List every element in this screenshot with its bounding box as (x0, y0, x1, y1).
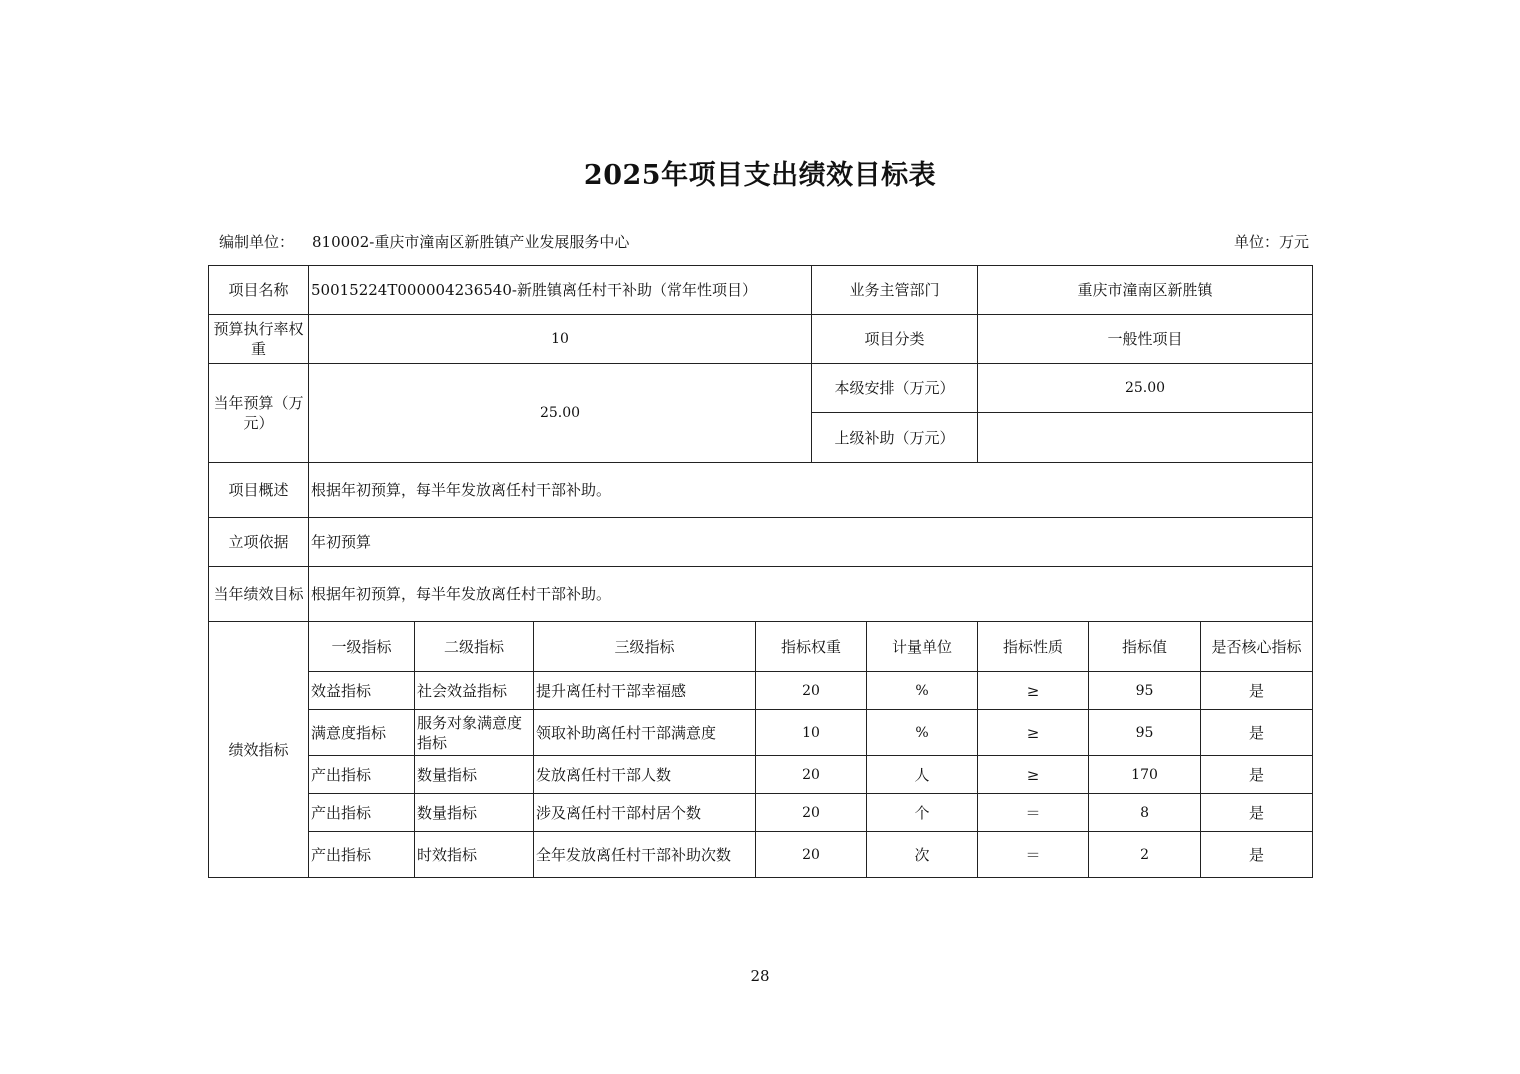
indicator-level3: 发放离任村干部人数 (534, 756, 756, 794)
row-budget-weight (209, 315, 1313, 364)
indicator-nature: ≥ (978, 756, 1089, 794)
project-name-label: 项目名称 (209, 266, 309, 315)
indicator-level3: 全年发放离任村干部补助次数 (534, 832, 756, 878)
table-row (209, 794, 1313, 832)
overview-value: 根据年初预算，每半年发放离任村干部补助。 (309, 463, 1313, 518)
col-header-nature: 指标性质 (978, 622, 1089, 672)
indicator-unit: % (867, 672, 978, 710)
indicator-level1: 产出指标 (309, 794, 415, 832)
col-header-unit: 计量单位 (867, 622, 978, 672)
indicator-unit: % (867, 710, 978, 756)
indicator-weight: 20 (756, 672, 867, 710)
col-header-weight: 指标权重 (756, 622, 867, 672)
unit-label: 单位：万元 (1233, 233, 1309, 251)
col-header-value: 指标值 (1089, 622, 1201, 672)
indicator-unit: 人 (867, 756, 978, 794)
goal-value: 根据年初预算，每半年发放离任村干部补助。 (309, 567, 1313, 622)
row-overview (209, 463, 1313, 518)
goal-label: 当年绩效目标 (209, 567, 309, 622)
indicator-core: 是 (1201, 794, 1313, 832)
col-header-core: 是否核心指标 (1201, 622, 1313, 672)
indicator-value: 170 (1089, 756, 1201, 794)
performance-table (208, 265, 1313, 878)
indicator-level2: 社会效益指标 (415, 672, 534, 710)
indicator-level2: 服务对象满意度指标 (415, 710, 534, 756)
col-header-level2: 二级指标 (415, 622, 534, 672)
perf-label: 绩效指标 (209, 622, 309, 878)
category-label: 项目分类 (812, 315, 978, 364)
indicator-level1: 效益指标 (309, 672, 415, 710)
table-row (209, 672, 1313, 710)
dept-value: 重庆市潼南区新胜镇 (978, 266, 1313, 315)
category-value: 一般性项目 (978, 315, 1313, 364)
budget-weight-label: 预算执行率权重 (209, 315, 309, 364)
indicator-nature: ≥ (978, 710, 1089, 756)
indicator-weight: 20 (756, 832, 867, 878)
project-name-value: 50015224T000004236540-新胜镇离任村干补助（常年性项目） (309, 266, 812, 315)
basis-value: 年初预算 (309, 518, 1313, 567)
indicator-level2: 时效指标 (415, 832, 534, 878)
annual-budget-value: 25.00 (309, 364, 812, 463)
indicator-level3: 提升离任村干部幸福感 (534, 672, 756, 710)
indicator-level1: 满意度指标 (309, 710, 415, 756)
upper-value (978, 413, 1313, 463)
indicator-weight: 20 (756, 794, 867, 832)
indicator-core: 是 (1201, 710, 1313, 756)
indicator-level3: 领取补助离任村干部满意度 (534, 710, 756, 756)
indicator-weight: 10 (756, 710, 867, 756)
indicator-core: 是 (1201, 672, 1313, 710)
indicator-value: 95 (1089, 672, 1201, 710)
table-row (209, 710, 1313, 756)
indicator-unit: 个 (867, 794, 978, 832)
indicator-value: 95 (1089, 710, 1201, 756)
col-header-level1: 一级指标 (309, 622, 415, 672)
table-row (209, 832, 1313, 878)
annual-budget-label: 当年预算（万元） (209, 364, 309, 463)
budget-weight-value: 10 (309, 315, 812, 364)
indicator-unit: 次 (867, 832, 978, 878)
row-annual-budget (209, 364, 1313, 413)
indicator-nature: ≥ (978, 672, 1089, 710)
indicator-core: 是 (1201, 832, 1313, 878)
indicator-level2: 数量指标 (415, 756, 534, 794)
org-value: 810002-重庆市潼南区新胜镇产业发展服务中心 (312, 233, 630, 251)
row-goal (209, 567, 1313, 622)
indicator-nature: ＝ (978, 832, 1089, 878)
upper-label: 上级补助（万元） (812, 413, 978, 463)
row-project-name (209, 266, 1313, 315)
indicator-core: 是 (1201, 756, 1313, 794)
indicator-level1: 产出指标 (309, 832, 415, 878)
indicator-weight: 20 (756, 756, 867, 794)
col-header-level3: 三级指标 (534, 622, 756, 672)
overview-label: 项目概述 (209, 463, 309, 518)
table-row (209, 756, 1313, 794)
dept-label: 业务主管部门 (812, 266, 978, 315)
org-label: 编制单位： (219, 233, 295, 251)
org-line (219, 231, 629, 252)
indicator-level3: 涉及离任村干部村居个数 (534, 794, 756, 832)
indicator-nature: ＝ (978, 794, 1089, 832)
local-label: 本级安排（万元） (812, 364, 978, 413)
indicator-level2: 数量指标 (415, 794, 534, 832)
basis-label: 立项依据 (209, 518, 309, 567)
indicator-header-row (209, 622, 1313, 672)
indicator-value: 8 (1089, 794, 1201, 832)
page-number: 28 (750, 967, 770, 985)
row-basis (209, 518, 1313, 567)
local-value: 25.00 (978, 364, 1313, 413)
indicator-level1: 产出指标 (309, 756, 415, 794)
indicator-value: 2 (1089, 832, 1201, 878)
page-title: 2025年项目支出绩效目标表 (583, 160, 937, 191)
